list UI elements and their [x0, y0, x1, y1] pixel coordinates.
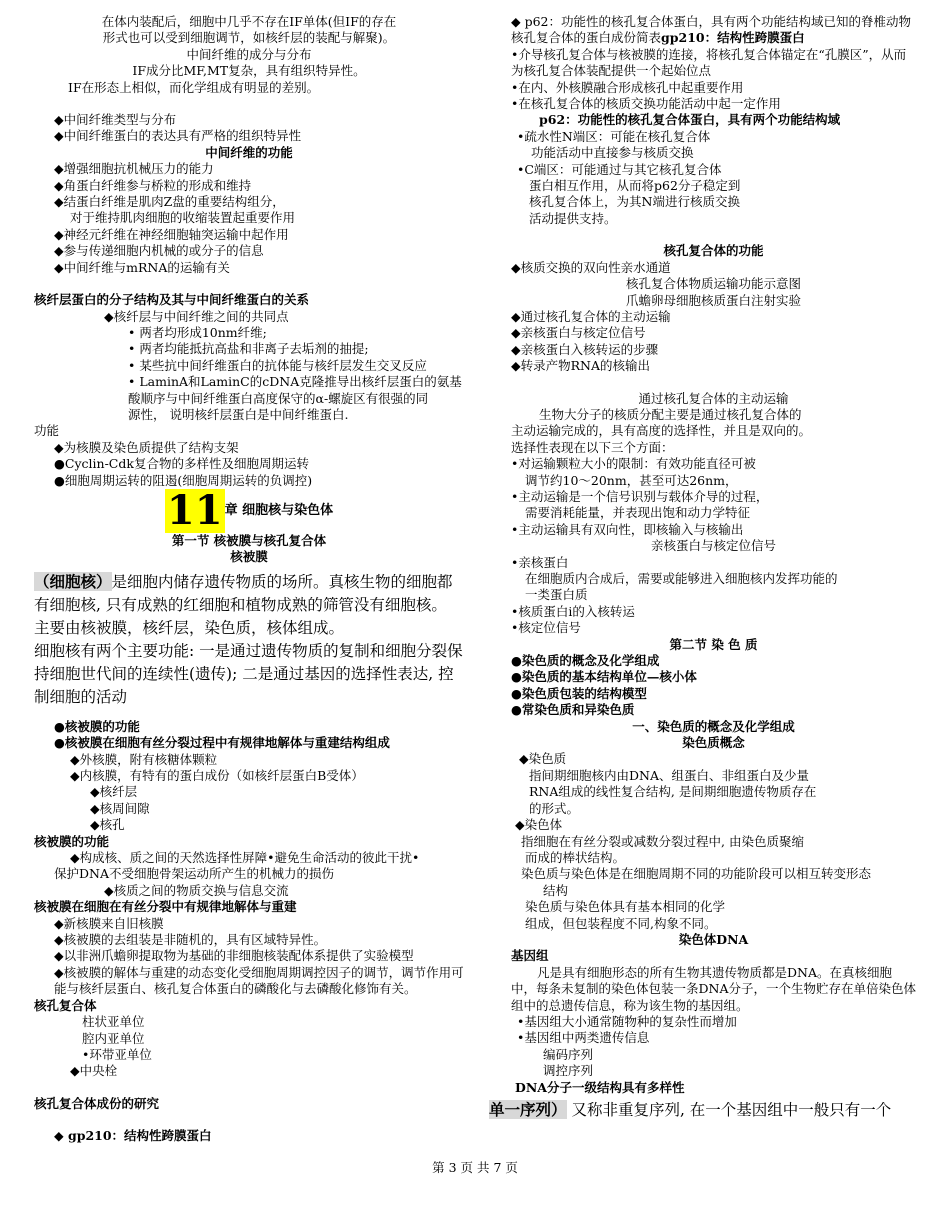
section-heading: 一、染色质的概念及化学组成 — [632, 718, 795, 734]
text-line: 的形式。 — [529, 800, 580, 816]
list-item: ◆通过核孔复合体的主动运输 — [511, 308, 671, 324]
text-line: 主动运输完成的，具有高度的选择性，并且是双向的。 — [511, 423, 812, 439]
list-item: ◆ gp210：结构性跨膜蛋白 — [54, 1128, 212, 1144]
list-heading: ●染色质的基本结构单位—核小体 — [511, 669, 697, 685]
text-line: 一类蛋白质 — [525, 587, 588, 603]
list-item: ◆新核膜来自旧核膜 — [54, 915, 164, 931]
section-heading: DNA分子一级结构具有多样性 — [515, 1079, 685, 1095]
section-heading: 核孔复合体 — [34, 997, 97, 1013]
list-item: ◆核质交换的双向性亲水通道 — [511, 259, 671, 275]
list-item: •环带亚单位 — [82, 1046, 152, 1062]
text-line: 在细胞质内合成后，需要或能够进入细胞核内发挥功能的 — [525, 571, 838, 586]
list-item: 活动提供支持。 — [529, 210, 617, 226]
list-item: • LaminA和LaminC的cDNA克隆推导出核纤层蛋白的氨基 — [128, 374, 462, 390]
list-heading: ●常染色质和异染色质 — [511, 702, 635, 718]
section-subheading: 染色质概念 — [682, 735, 745, 751]
list-item: 调控序列 — [543, 1063, 594, 1079]
paragraph: 凡是具有细胞形态的所有生物其遗传物质都是DNA。在真核细胞中，每条未复制的染色体包装一条DNA分子，一个生物贮存在单倍染色体组中的总遗传信息，称为该生物的基因组。 — [511, 964, 916, 1013]
list-item: ◆中间纤维类型与分布 — [54, 112, 177, 128]
list-item: ◆核纤层与中间纤维之间的共同点 — [104, 308, 289, 324]
list-item: •亲核蛋白 — [511, 554, 569, 570]
list-item: ◆构成核、质之间的天然选择性屏障•避免生命活动的彼此干扰• — [70, 850, 420, 866]
list-item: 柱状亚单位 — [82, 1014, 145, 1030]
text-line: 指细胞在有丝分裂或减数分裂过程中, 由染色质聚缩 — [521, 833, 804, 849]
bold-text: gp210：结构性跨膜蛋白 — [661, 30, 805, 46]
left-column — [34, 14, 464, 1145]
section-heading: 核被膜的功能 — [34, 833, 110, 849]
list-item: • 某些抗中间纤维蛋白的抗体能与核纤层发生交叉反应 — [128, 357, 427, 373]
text-line: 指间期细胞核内由DNA、组蛋白、非组蛋白及少量 — [529, 767, 809, 783]
list-item: ◆神经元纤维在神经细胞轴突运输中起作用 — [54, 226, 289, 242]
text-line: 染色质与染色体具有基本相同的化学 — [525, 899, 726, 915]
text-line: IF成分比MF,MT复杂，具有组织特异性。 — [132, 63, 366, 79]
paragraph-text: ◆ p62：功能性的核孔复合体蛋白，具有两个功能结构域已知的脊椎动物核孔复合体的蛋白成份简表 — [511, 14, 911, 46]
section-subheading: 核被膜 — [230, 549, 268, 565]
list-item: ◆染色质 — [519, 751, 567, 767]
list-item: ◆中间纤维与mRNA的运输有关 — [54, 259, 230, 275]
list-item: •核质蛋白i的入核转运 — [511, 603, 635, 619]
text-line: 结构 — [543, 882, 569, 898]
list-item: ◆中央栓 — [70, 1063, 118, 1079]
list-item: 编码序列 — [543, 1046, 594, 1062]
section-heading: 核孔复合体的功能 — [663, 243, 764, 259]
list-item: ◆参与传递细胞内机械的或分子的信息 — [54, 243, 264, 259]
section-heading: 核被膜在细胞在有丝分裂中有规律地解体与重建 — [34, 899, 297, 915]
list-item: •疏水性N端区：可能在核孔复合体 — [517, 128, 711, 144]
list-item: ◆核周间隙 — [90, 800, 150, 816]
section-heading: 第一节 核被膜与核孔复合体 — [171, 532, 327, 548]
list-item: ◆核孔 — [90, 817, 125, 833]
text-line: 染色质与染色体是在细胞周期不同的功能阶段可以相互转变形态 — [521, 866, 872, 882]
list-heading: ●染色质包装的结构模型 — [511, 685, 647, 701]
list-item: ◆内核膜，有特有的蛋白成份（如核纤层蛋白B受体） — [70, 768, 364, 783]
list-heading: ●核被膜在细胞有丝分裂过程中有规律地解体与重建结构组成 — [54, 735, 390, 751]
text-line: 而成的棒状结构。 — [525, 849, 626, 865]
list-item: • 两者均形成10nm纤维; — [128, 324, 267, 340]
text-line: IF在形态上相似，而化学组成有明显的差别。 — [68, 79, 320, 95]
list-item: ◆染色体 — [515, 817, 563, 833]
list-item: •核定位信号 — [511, 620, 581, 636]
paragraph — [34, 570, 464, 617]
highlighted-term: 单一序列） — [489, 1100, 567, 1119]
section-heading: 亲核蛋白与核定位信号 — [650, 538, 776, 554]
list-item: 源性， 说明核纤层蛋白是中间纤维蛋白. — [128, 406, 349, 422]
section-heading: 中间纤维的功能 — [205, 144, 293, 160]
right-column — [489, 14, 916, 1122]
list-item: •主动运输是一个信号识别与载体介导的过程， — [511, 488, 769, 504]
text-line: 中间纤维的成分与分布 — [186, 46, 312, 62]
list-item: •对运输颗粒大小的限制：有效功能直径可被 — [511, 456, 756, 472]
paragraph-text: 是细胞内储存遗传物质的场所。真核生物的细胞都有细胞核, 只有成熟的红细胞和植物成熟的筛管没有细胞核。 — [34, 572, 453, 614]
list-item: ◆核纤层 — [90, 784, 138, 800]
list-item: ◆角蛋白纤维参与桥粒的形成和维持 — [54, 177, 252, 193]
list-heading: ●染色质的概念及化学组成 — [511, 653, 660, 669]
list-item: ◆中间纤维蛋白的表达具有严格的组织特异性 — [54, 128, 302, 144]
highlighted-term: （细胞核） — [34, 571, 112, 591]
list-item: ◆核质之间的物质交换与信息交流 — [104, 882, 289, 898]
list-item: •C端区：可能通过与其它核孔复合体 — [517, 161, 722, 177]
list-item: 保护DNA不受细胞骨架运动所产生的机械力的损伤 — [54, 866, 334, 882]
list-item: 需要消耗能量，并表现出饱和动力学特征 — [525, 505, 751, 521]
paragraph-text: 又称非重复序列, 在一个基因组中一般只有一个 — [571, 1101, 892, 1119]
section-heading: 通过核孔复合体的主动运输 — [638, 390, 789, 406]
text-line: 选择性表现在以下三个方面： — [511, 439, 674, 455]
paragraph: 细胞核有两个主要功能: 一是通过遗传物质的复制和细胞分裂保持细胞世代间的连续性(遗传); 二是通过基因的选择性表达, 控制细胞的活动 — [34, 641, 463, 706]
text-line: 在体内装配后，细胞中几乎不存在IF单体(但IF的存在 — [101, 14, 397, 29]
section-heading: 染色体DNA — [678, 931, 749, 947]
list-item: •基因组中两类遗传信息 — [517, 1030, 650, 1046]
list-item: ◆转录产物RNA的核输出 — [511, 358, 650, 374]
list-item: 核孔复合体上，为其N端进行核质交换 — [529, 194, 740, 210]
list-item: •在核孔复合体的核质交换功能活动中起一定作用 — [511, 96, 781, 112]
list-item: ◆以非洲爪蟾卵提取物为基础的非细胞核装配体系提供了实验模型 — [54, 948, 414, 964]
list-item: 蛋白相互作用，从而将p62分子稳定到 — [529, 178, 741, 194]
chapter-heading — [34, 486, 464, 534]
text-line: 爪蟾卵母细胞核质蛋白注射实验 — [625, 292, 801, 308]
text-line: 形式也可以受到细胞调节，如核纤层的装配与解聚)。 — [102, 30, 396, 46]
list-item: 对于维持肌肉细胞的收缩装置起重要作用 — [70, 210, 296, 226]
list-item: 腔内亚单位 — [82, 1030, 145, 1046]
text-line: 核孔复合体物质运输功能示意图 — [625, 276, 801, 292]
page-footer: 第 3 页 共 7 页 — [432, 1160, 518, 1175]
list-item: •介导核孔复合体与核被膜的连接，将核孔复合体锚定在“孔膜区”，从而为核孔复合体装配提供一个起始位点 — [511, 46, 907, 79]
list-item: ◆亲核蛋白与核定位信号 — [511, 325, 646, 341]
list-item: ◆核被膜的去组装是非随机的，具有区域特异性。 — [54, 932, 327, 948]
section-heading: 核孔复合体成份的研究 — [34, 1095, 160, 1111]
text-line: 生物大分子的核质分配主要是通过核孔复合体的 — [539, 406, 802, 422]
list-item: • 两者均能抵抗高盐和非离子去垢剂的抽提; — [128, 341, 369, 357]
section-heading: p62：功能性的核孔复合体蛋白，具有两个功能结构域 — [539, 112, 841, 128]
list-item: ◆增强细胞抗机械压力的能力 — [54, 161, 214, 177]
label: 功能 — [34, 423, 60, 439]
list-item: ◆核被膜的解体与重建的动态变化受细胞周期调控因子的调节，调节作用可能与核纤层蛋白、核孔复合体蛋白的磷酸化与去磷酸化修饰有关。 — [54, 964, 464, 997]
chapter-number: 11 — [166, 486, 223, 534]
paragraph — [511, 14, 916, 47]
paragraph: 主要由核被膜，核纤层，染色质，核体组成。 — [34, 618, 345, 637]
list-item: 调节约10～20nm，甚至可达26nm， — [525, 472, 738, 488]
chapter-title: 章 细胞核与染色体 — [224, 502, 334, 518]
list-item: ◆为核膜及染色质提供了结构支架 — [54, 439, 239, 455]
section-heading: 基因组 — [511, 948, 549, 964]
list-item: ◆结蛋白纤维是肌肉Z盘的重要结构组分， — [54, 194, 285, 210]
list-item: •在内、外核膜融合形成核孔中起重要作用 — [511, 79, 744, 95]
list-item: 功能活动中直接参与核质交换 — [531, 145, 694, 161]
list-item: •主动运输具有双向性，即核输入与核输出 — [511, 521, 744, 537]
text-line: 组成，但包装程度不同,构象不同。 — [525, 915, 717, 931]
list-item: ◆外核膜，附有核糖体颗粒 — [70, 751, 218, 767]
list-item: •基因组大小通常随物种的复杂性而增加 — [517, 1013, 737, 1029]
list-item: 酸顺序与中间纤维蛋白高度保守的α-螺旋区有很强的同 — [128, 390, 429, 406]
text-line: RNA组成的线性复合结构, 是间期细胞遗传物质存在 — [529, 784, 817, 800]
list-heading: ●核被膜的功能 — [54, 718, 140, 734]
list-item: ●Cyclin-Cdk复合物的多样性及细胞周期运转 — [54, 456, 309, 472]
section-heading: 第二节 染 色 质 — [669, 636, 758, 652]
list-item: ●细胞周期运转的阻遏(细胞周期运转的负调控) — [54, 472, 313, 488]
list-item: ◆亲核蛋白入核转运的步骤 — [511, 341, 659, 357]
section-heading: 核纤层蛋白的分子结构及其与中间纤维蛋白的关系 — [34, 292, 310, 308]
paragraph — [489, 1098, 916, 1122]
